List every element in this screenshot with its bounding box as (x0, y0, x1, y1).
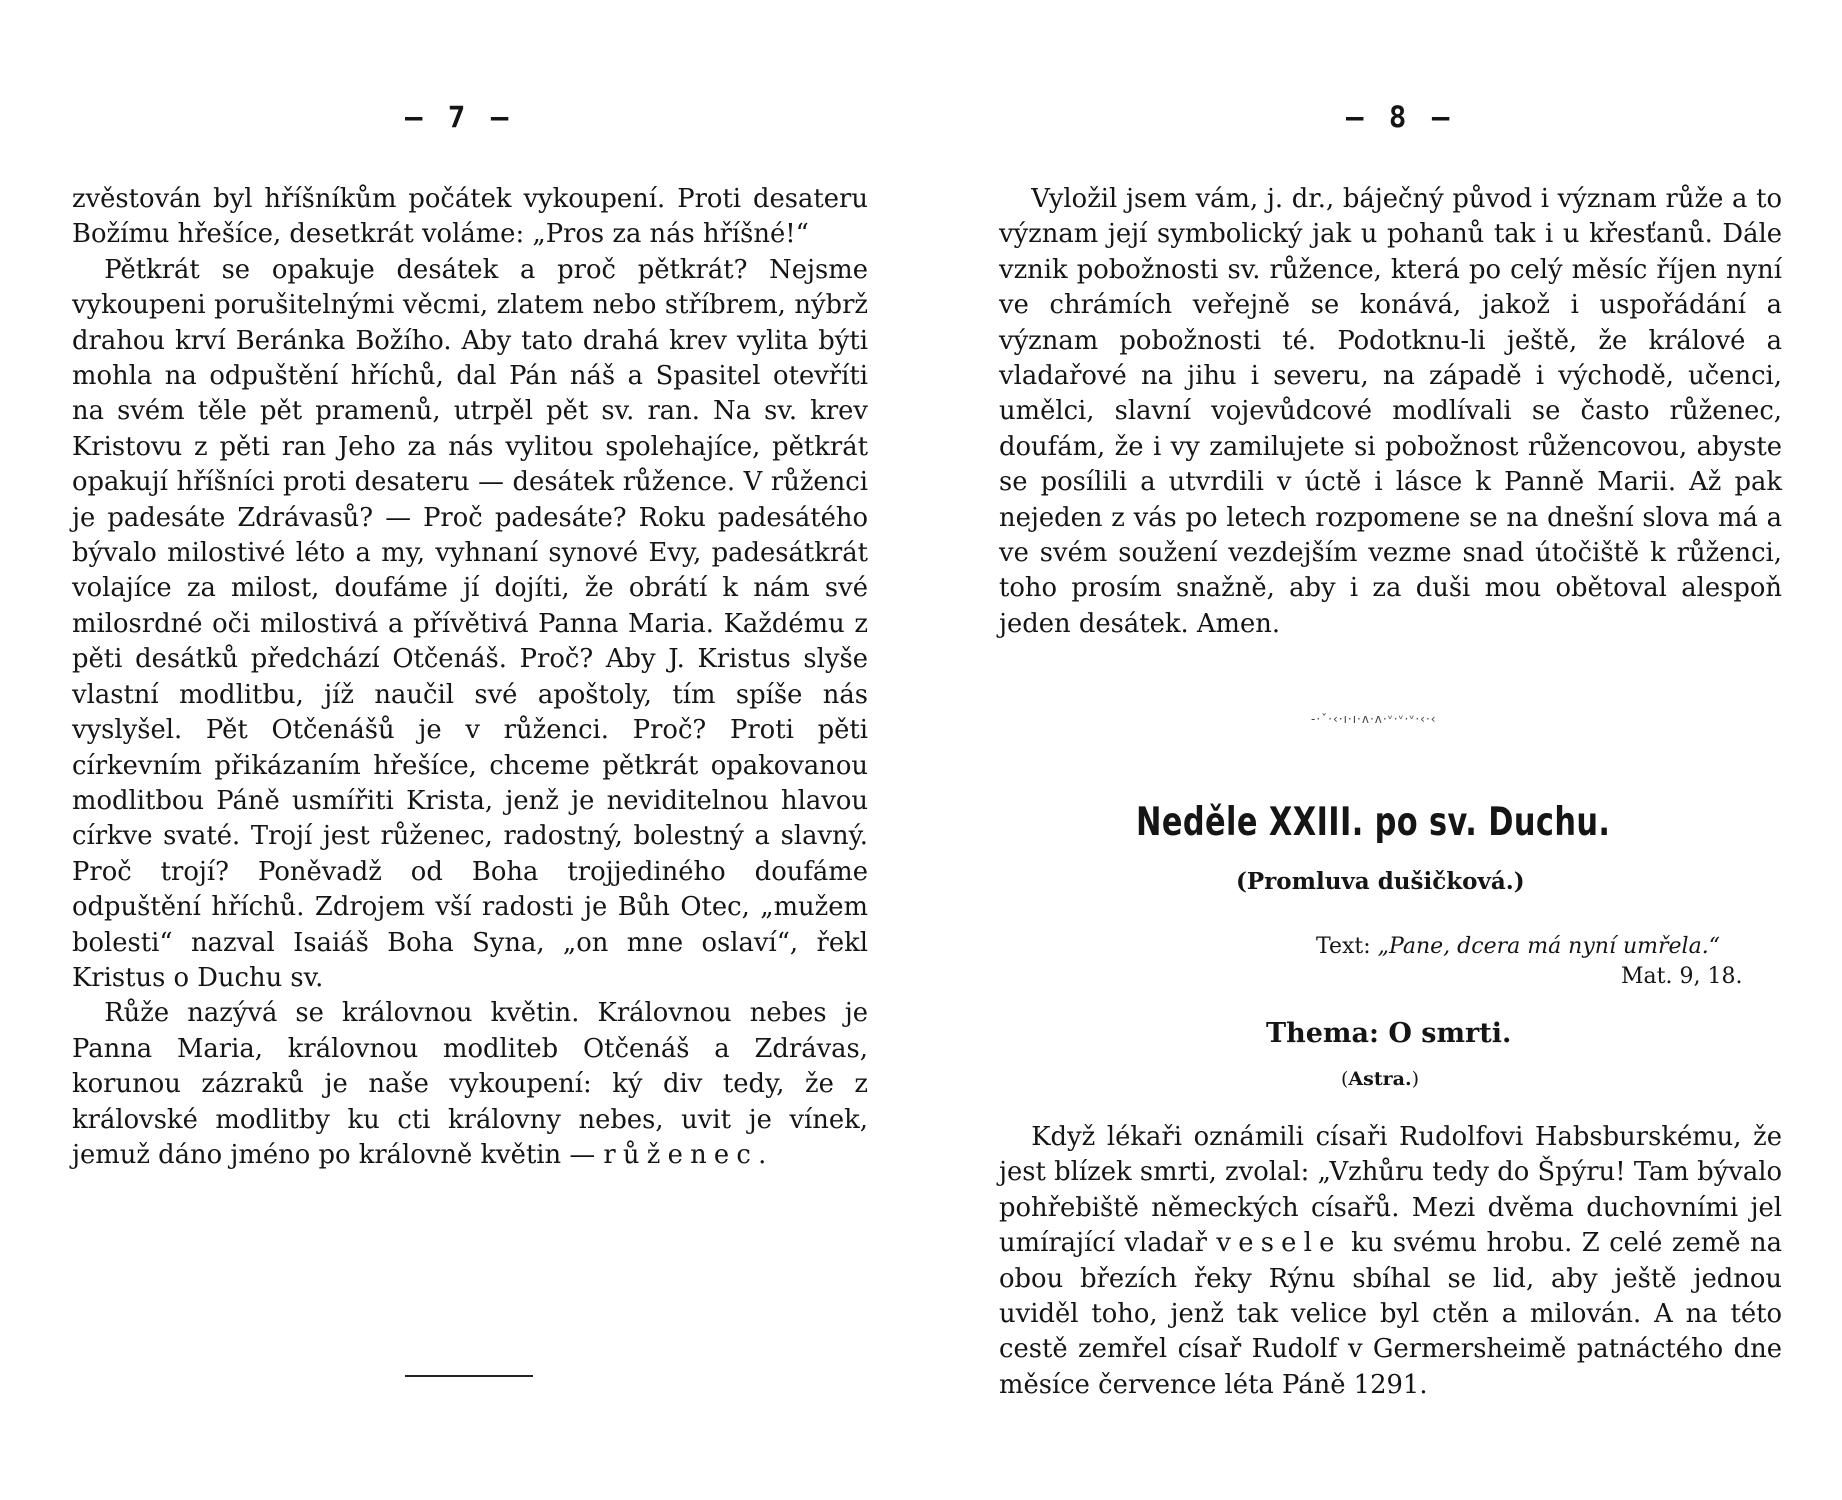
paragraph: zvěstován byl hříšníkům počátek vykoupení. Proti desateru Božímu hřešíce, desetkrát voláme: „Pros za nás hříšné!“ (72, 184, 868, 250)
text-label: Text: (1316, 934, 1371, 959)
source-open: ( (1341, 1068, 1349, 1090)
intro-paragraph: Vyložil jsem vám, j. dr., báječný původ i význam růže a to význam její symbolický jak u pohanů tak i u křesťanů. Dále vznik pobožnosti sv. růžence, která po celý měsíc říjen nyní ve chrámích veřejně se konává, jakož i uspořádání a význam pobožnosti té. Podotknu-li ještě, že králové a vladařové na jihu i severu, na západě i východě, učenci, umělci, slavní vojevůdcové modlívali se často růženec, doufám, že i vy zamilujete si pobožnost růžencovou, abyste se posílili a utvrdili v úctě i lásce k Panně Marii. Až pak nejeden z vás po letech rozpomene se na dnešní slova má a ve svém soužení vezdejším vezme snad útočiště k růženci, toho prosím snažně, aby i za duši mou obětoval alespoň jeden desátek. Amen. (999, 184, 1782, 639)
paragraph (72, 996, 868, 1173)
sermon-source (1341, 1068, 1419, 1090)
end-rule (405, 1375, 533, 1377)
sermon-heading: Neděle XXIII. po sv. Duchu. (1136, 800, 1611, 845)
right-page (921, 0, 1842, 1500)
intro-paragraph-column (999, 182, 1782, 642)
source-close: ) (1411, 1068, 1419, 1090)
closing-word: růženec. (603, 1139, 774, 1170)
page-number: — 7 — (405, 100, 513, 134)
section-ornament: -·ˇ·‹·ı·ı·ʌ·ʌ·ᵛ·ᵛ·ᵛ·‹·‹ (1311, 712, 1437, 726)
body-text-after: ku svému hrobu. Z celé země na obou březích řeky Rýnu sbíhal se lid, aby ještě jednou uviděl toho, jenž tak velice byl ctěn a milován. A na této cestě zemřel císař Rudolf v Germersheimě patnáctého dne měsíce července léta Páně 1291. (999, 1228, 1782, 1400)
emphasized-word: vesele (1216, 1228, 1342, 1259)
scripture-reference: Mat. 9, 18. (1621, 964, 1743, 989)
sermon-body-column (999, 1120, 1782, 1403)
scripture-quote: „Pane, dcera má nyní umřela.“ (1377, 934, 1720, 959)
sermon-subheading: (Promluva dušičková.) (1236, 868, 1525, 895)
paragraph: Pětkrát se opakuje desátek a proč pětkrát? Nejsme vykoupeni porušitelnými věcmi, zlatem nebo stříbrem, nýbrž drahou krví Beránka Božího. Aby tato drahá krev vylita býti mohla na odpuštění hříchů, dal Pán náš a Spasitel otevříti na svém těle pět pramenů, utrpěl pět sv. ran. Na sv. krev Kristovu z pěti ran Jeho za nás vylitou spolehajíce, pětkrát opakují hříšníci proti desateru — desátek růžence. V růženci je padesáte Zdrávasů? — Proč padesáte? Roku padesátého bývalo milostivé léto a my, vyhnaní synové Evy, padesátkrát volajíce za milost, doufáme jí dojíti, že obrátí k nám své milosrdné oči milostivá a přívětivá Panna Maria. Každému z pěti desátků předchází Otčenáš. Proč? Aby J. Kristus slyše vlastní modlitbu, jíž naučil své apoštoly, tím spíše nás vyslyšel. Pět Otčenášů je v růženci. Proč? Proti pěti církevním přikázaním hřešíce, chceme pětkrát opakovanou modlitbou Páně usmířiti Krista, jenž je neviditelnou hlavou církve svaté. Trojí jest růženec, radostný, bolestný a slavný. Proč trojí? Poněvadž od Boha trojjediného doufáme odpuštění hříchů. Zdrojem vší radosti je Bůh Otec, „mužem bolesti“ nazval Isaiáš Boha Syna, „on mne oslaví“, řekl Kristus o Duchu sv. (72, 254, 868, 993)
paragraph-text: Růže nazývá se královnou květin. Královnou nebes je Panna Maria, královnou modliteb Otčenáš a Zdrávas, korunou zázraků je naše vykoupení: ký div tedy, že z královské modlitby ku cti královny nebes, uvit je vínek, jemuž dáno jméno po královně květin — (72, 998, 868, 1170)
sermon-theme: Thema: O smrti. (1266, 1018, 1512, 1049)
sermon-body-paragraph (999, 1120, 1782, 1403)
page-number: — 8 — (1346, 100, 1454, 134)
source-author: Astra. (1348, 1068, 1412, 1090)
left-text-column (72, 182, 868, 1173)
body-text-before: Když lékaři oznámili císaři Rudolfovi Habsburskému, že jest blízek smrti, zvolal: „Vzhůru tedy do Špýru! Tam bývalo pohřebiště německých císařů. Mezi dvěma duchovními jel umírající vladař (999, 1122, 1782, 1259)
scripture-text (1316, 932, 1720, 962)
